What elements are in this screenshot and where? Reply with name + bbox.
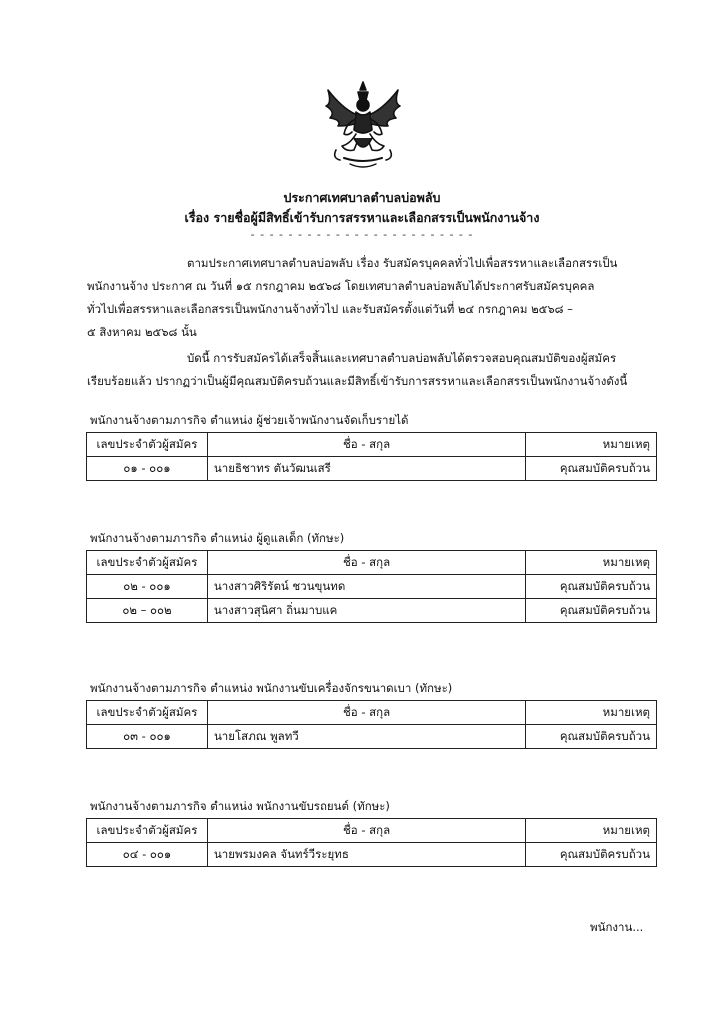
column-header-note: หมายเหตุ	[526, 701, 657, 725]
cell-applicant-note: คุณสมบัติครบถ้วน	[526, 599, 657, 623]
cell-applicant-name: นางสาวศิริรัตน์ ชวนขุนทด	[207, 575, 525, 599]
continuation-text: พนักงาน...	[590, 920, 644, 934]
cell-applicant-note: คุณสมบัติครบถ้วน	[526, 575, 657, 599]
column-header-note: หมายเหตุ	[526, 819, 657, 843]
cell-applicant-name: นายธิชาทร ตันวัฒนเสรี	[207, 457, 525, 481]
paragraph-line: ๕ สิงหาคม ๒๕๖๘ นั้น	[87, 325, 197, 339]
cell-applicant-id: ๐๓ - ๐๐๑	[87, 725, 208, 749]
cell-applicant-note: คุณสมบัติครบถ้วน	[526, 725, 657, 749]
cell-applicant-id: ๐๔ - ๐๐๑	[87, 843, 208, 867]
candidate-table-revenue-assistant	[86, 432, 657, 481]
cell-applicant-name: นางสาวสุนิศา ถิ่นมาบแค	[207, 599, 525, 623]
paragraph-line: เรียบร้อยแล้ว ปรากฏว่าเป็นผู้มีคุณสมบัติครบถ้วนและมีสิทธิ์เข้ารับการสรรหาและเลือกสรรเป็นพนักงานจ้างดังนี้	[87, 374, 628, 388]
table-row	[87, 599, 657, 623]
section-label-light-machinery-operator: พนักงานจ้างตามภารกิจ ตำแหน่ง พนักงานขับเครื่องจักรขนาดเบา (ทักษะ)	[90, 681, 453, 695]
column-header-id: เลขประจำตัวผู้สมัคร	[87, 433, 208, 457]
column-header-name: ชื่อ - สกุล	[207, 551, 525, 575]
announcement-paragraph-1	[87, 252, 657, 344]
column-header-id: เลขประจำตัวผู้สมัคร	[87, 701, 208, 725]
paragraph-line: พนักงานจ้าง ประกาศ ณ วันที่ ๑๕ กรกฎาคม ๒๕๖๘ โดยเทศบาลตำบลบ่อพลับได้ประกาศรับสมัครบุคคล	[87, 279, 595, 293]
column-header-id: เลขประจำตัวผู้สมัคร	[87, 819, 208, 843]
candidate-table-child-caregiver	[86, 550, 657, 623]
section-label-revenue-assistant: พนักงานจ้างตามภารกิจ ตำแหน่ง ผู้ช่วยเจ้าพนักงานจัดเก็บรายได้	[90, 413, 409, 427]
paragraph-line: ตามประกาศเทศบาลตำบลบ่อพลับ เรื่อง รับสมัครบุคคลทั่วไปเพื่อสรรหาและเลือกสรรเป็น	[187, 256, 618, 270]
cell-applicant-note: คุณสมบัติครบถ้วน	[526, 843, 657, 867]
column-header-name: ชื่อ - สกุล	[207, 433, 525, 457]
table-row	[87, 725, 657, 749]
section-label-child-caregiver: พนักงานจ้างตามภารกิจ ตำแหน่ง ผู้ดูแลเด็ก (ทักษะ)	[90, 531, 345, 545]
cell-applicant-id: ๐๒ – ๐๐๒	[87, 599, 208, 623]
column-header-note: หมายเหตุ	[526, 433, 657, 457]
table-row	[87, 575, 657, 599]
table-header-row	[87, 551, 657, 575]
cell-applicant-name: นายพรมงคล จันทร์วีระยุทธ	[207, 843, 525, 867]
paragraph-line: ทั่วไปเพื่อสรรหาและเลือกสรรเป็นพนักงานจ้างทั่วไป และรับสมัครตั้งแต่วันที่ ๒๔ กรกฎาคม ๒๕๖๘ –	[87, 302, 573, 316]
candidate-table-light-machinery-operator	[86, 700, 657, 749]
paragraph-line: บัดนี้ การรับสมัครได้เสร็จสิ้นและเทศบาลตำบลบ่อพลับได้ตรวจสอบคุณสมบัติของผู้สมัคร	[187, 351, 617, 365]
table-header-row	[87, 433, 657, 457]
garuda-emblem-icon	[322, 80, 404, 172]
announcement-paragraph-2	[87, 347, 657, 393]
table-row	[87, 843, 657, 867]
document-subject: เรื่อง รายชื่อผู้มีสิทธิ์เข้ารับการสรรหาและเลือกสรรเป็นพนักงานจ้าง	[184, 210, 540, 225]
column-header-note: หมายเหตุ	[526, 551, 657, 575]
cell-applicant-id: ๐๑ - ๐๐๑	[87, 457, 208, 481]
table-header-row	[87, 701, 657, 725]
cell-applicant-id: ๐๒ - ๐๐๑	[87, 575, 208, 599]
document-title: ประกาศเทศบาลตำบลบ่อพลับ	[283, 190, 441, 205]
cell-applicant-name: นายโสภณ พูลทวี	[207, 725, 525, 749]
section-label-car-driver: พนักงานจ้างตามภารกิจ ตำแหน่ง พนักงานขับรถยนต์ (ทักษะ)	[90, 799, 390, 813]
column-header-name: ชื่อ - สกุล	[207, 701, 525, 725]
cell-applicant-note: คุณสมบัติครบถ้วน	[526, 457, 657, 481]
column-header-id: เลขประจำตัวผู้สมัคร	[87, 551, 208, 575]
candidate-table-car-driver	[86, 818, 657, 867]
table-header-row	[87, 819, 657, 843]
title-divider: - - - - - - - - - - - - - - - - - - - - - - - -	[250, 228, 474, 241]
table-row	[87, 457, 657, 481]
column-header-name: ชื่อ - สกุล	[207, 819, 525, 843]
